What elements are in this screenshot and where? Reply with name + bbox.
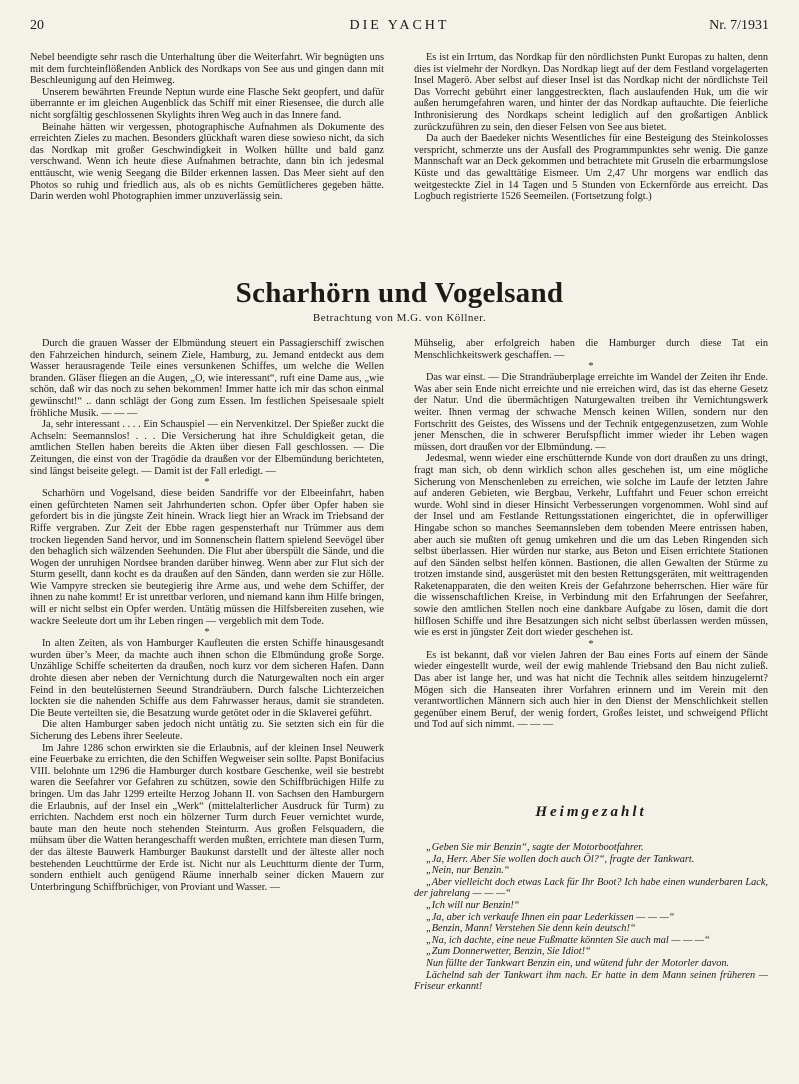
previous-article-right-column	[414, 52, 768, 203]
section-separator: *	[204, 477, 210, 489]
paragraph: Nebel beendigte sehr rasch die Unterhaltung über die Weiterfahrt. Wir begnügten uns mit dem furchteinflößenden Anblick des Nordkaps von See aus und gingen dann mit Beschleunigung auf den Heimweg.	[30, 52, 384, 87]
paragraph: Es ist bekannt, daß vor vielen Jahren der Bau eines Forts auf einem der Sände wieder eingestellt wurde, weil der ewig mahlende Triebsand den Bau nicht zuließ. Das aber ist lange her, und was hat nicht die Technik alles seitdem hinzugelernt? Mögen sich die Hanseaten ihrer Vorfahren erinnern und im Verein mit den verantwortlichen Männern sich auch hier in den Dienst der Menschlichkeit stellen gegenüber einem Beruf, der wenig fordert, Großes leistet, und schweigend Pflicht und Tod auf sich nimmt. — — —	[414, 649, 768, 731]
paragraph: Da auch der Baedeker nichts Wesentliches für eine Besteigung des Steinkolosses verspricht, schmerzte uns der Ausfall des Programmpunktes sehr wenig. Die ganze Mannschaft war an Deck gekommen und betrachtete mit Gruseln die erbarmungslose Küste und das gewalttätige Eismeer. Um 2,47 Uhr morgens war endlich das weitgesteckte Ziel in 14 Tagen und 5 Stunden von Eckernförde aus erreicht. Das Logbuch registrierte 1526 Seemeilen. (Fortsetzung folgt.)	[414, 133, 768, 203]
paragraph: Scharhörn und Vogelsand, diese beiden Sandriffe vor der Elbeeinfahrt, haben einen gefürchteten Namen seit Jahrhunderten schon. Opfer über Opfer haben sie gefordert bis in die jüngste Zeit hinein. Wrack liegt hier an Wrack im Triebsand der Riffe vergraben. Zur Zeit der Ebbe ragen gespensterhaft nur Trümmer aus dem trocken liegenden Sand hervor, und im Sonnenschein flattern spielend Seevögel über den behaglich sich wälzenden Seehunden. Die Flut aber überspült die Sände, und die Wogen der unruhigen Nordsee branden darüber hinweg. Wenn aber zur Flut sich der Sturm gesellt, dann kocht es da draußen auf den Sänden, dann werden sie zur Hölle. Wie Vampyre strecken sie beutegierig ihre Arme aus, und wehe dem Schiffer, der ihnen zu nahe kommt! Er ist unrettbar verloren, und niemand kann ihm Hilfe bringen, will er nicht selbst ein Opfer werden. Untätig müssen die Hilfsbereiten zusehen, wie wackre Seeleute dort um ihr Leben ringen — vergeblich mit dem Tode.	[30, 488, 384, 627]
paragraph: Unserem bewährten Freunde Neptun wurde eine Flasche Sekt geopfert, und dafür überrannte er im gleichen Augenblick das Schiff mit einer Riesensee, die durch alle nicht sorgfältig geschlossenen Skylights ihren Weg auch in das Innere fand.	[30, 86, 384, 121]
dialogue-line: „Geben Sie mir Benzin“, sagte der Motorbootfahrer.	[426, 842, 644, 853]
page-number: 20	[30, 18, 44, 33]
paragraph: Die alten Hamburger saben jedoch nicht untätig zu. Sie setzten sich ein für die Sicherung des Lebens ihrer Seeleute.	[30, 719, 384, 742]
section-separator: *	[588, 361, 594, 373]
anecdote-body	[414, 842, 768, 993]
magazine-title: DIE YACHT	[349, 18, 450, 33]
paragraph: Durch die grauen Wasser der Elbmündung steuert ein Passagierschiff zwischen den Fahrzeichen hindurch, seinem Ziele, Hamburg, zu. Jemand entdeckt aus dem Wasser herausragende Teile eines versunkenen Schiffes, um welche die Wellen branden. Gläser fliegen an die Augen, „O, wie interessant“, ruft eine Dame aus, „wie schön, daß wir das noch zu sehen bekommen! Immer hatte ich mir das schon einmal gewünscht!“ .. dann schlägt der Gong zum Essen. Im festlichen Speisesaale spielt fröhliche Musik. — — —	[30, 338, 384, 419]
dialogue-line: „Nein, nur Benzin.“	[426, 865, 510, 877]
paragraph: In alten Zeiten, als von Hamburger Kaufleuten die ersten Schiffe hinausgesandt wurden über’s Meer, da machte auch ihnen schon die Elbmündung große Sorge. Unzählige Schiffe scheiterten da draußen, noch kurz vor dem sicheren Hafen. Dann drohte diesen aber neben der Vernichtung durch die Naturgewalten noch ein arger Feind in den beutelüsternen Seeund Strandräubern. Durch falsche Lichterzeichen lockten sie die nahenden Schiffe aus dem Fahrwasser heraus, damit sie strandeten. Die Beute verteilten sie, die Besatzung wurde getötet oder in die Sklaverei geführt.	[30, 638, 384, 719]
article-title: Scharhörn und Vogelsand	[235, 277, 564, 309]
previous-article-left-column	[30, 52, 384, 203]
dialogue-line: „Benzin, Mann! Verstehen Sie denn kein deutsch!“	[426, 923, 636, 935]
paragraph: Mühselig, aber erfolgreich haben die Hamburger durch diese Tat ein Menschlichkeitswerk geschaffen. —	[414, 338, 768, 361]
paragraph: Beinahe hätten wir vergessen, photographische Aufnahmen als Dokumente des erreichten Zieles zu machen. Besonders glückhaft waren diese sowieso nicht, da sich das Nordkap mit großer Geschwindigkeit in Wolken hüllte und bald ganz verschwand. Wenn ich heute diese Aufnahmen betrachte, dann bin ich jedesmal enttäuscht, wie wenig Seegang die Bilder erkennen lassen. Das Meer sieht auf den Photos so ruhig und friedlich aus, als ob es nichts Gemütlicheres gegeben hätte. Darin werden wohl Photographien immer unzuverlässig sein.	[30, 121, 384, 203]
paragraph: Es ist ein Irrtum, das Nordkap für den nördlichsten Punkt Europas zu halten, denn dies ist vielmehr der Nordkyn. Das Nordkap liegt auf der dem Festland vorgelagerten Insel Magerö. Aber selbst auf dieser Insel ist das Nordkap nicht der nördlichste Teil Das Vorrecht gebührt einer langgestreckten, flach auslaufenden Huk, um die wir außen herumgefahren waren, und hinter der das Nordkap auftauchte. Die feierliche Inthronisierung des Nordkaps scheint lediglich auf den großartigen Anblick zurückzuführen zu sein, den dieser Felsen von See aus bietet.	[414, 52, 768, 133]
page-header	[30, 18, 769, 38]
section-separator: *	[588, 638, 594, 650]
section-separator: *	[204, 627, 210, 639]
dialogue-line: „Ja, Herr. Aber Sie wollen doch auch Öl?“, fragte der Tankwart.	[426, 853, 695, 865]
dialogue-line: „Ja, aber ich verkaufe Ihnen ein paar Lederkissen — — —“	[426, 911, 675, 923]
paragraph: Jedesmal, wenn wieder eine erschütternde Kunde von dort draußen zu uns dringt, fragt man sich, ob denn wirklich schon alles geschehen ist, um eine mögliche Sicherung von Menschenleben zu erreichen, wie solche im Laufe der letzten Jahre auf anderen Gebieten, wie Bergbau, Verkehr, Luftfahrt und Feuer schon erreicht wurde. Wohl sind in dieser Hinsicht Verbesserungen vorgenommen. Wohl sind auf der Insel und am Festlande Rettungsstationen eingerichtet, die in opferwilliger Hingabe schon so manches Seemannsleben dem tobenden Meere entrissen haben, aber auch sie mußten oft genug umkehren und die um das Leben Ringenden sich selbst überlassen. Hier würden nur starke, aus Beton und Eisen errichtete Stationen auf den Sänden selbst helfen können. Bastionen, die allen Gewalten der Stürme zu trotzen imstande sind, ausgerüstet mit den besten Rettungsgeräten, mit weittragenden Raketenapparaten, die den weiten Kreis der Gefahrzone beherrschen. Hier wäre für die wissenschaftlichen Kreise, in Verbindung mit den Erfahrungen der Seefahrer, sowie den amtlichen Stellen noch eine dankbare Aufgabe zu lösen, damit die dort hilflosen Schiffe und ihre Besatzungen sich nicht selbst überlassen werden müssen, wie es erst in jüngster Zeit dort wieder geschehen ist.	[414, 453, 768, 639]
dialogue-line: „Ich will nur Benzin!“	[426, 899, 520, 911]
anecdote-title: Heimgezahlt	[535, 804, 647, 820]
article-byline: Betrachtung von M.G. von Köllner.	[312, 312, 487, 324]
paragraph: Ja, sehr interessant . . . . Ein Schauspiel — ein Nervenkitzel. Der Spießer zuckt die Achseln: Seemannslos! . . . Die Versicherung hat ihre Schuldigkeit getan, die amtlichen Stellen haben bereits die Akten über diesen Fall geschlossen. — Die Zeitungen, die einst von der Tragödie da draußen vor der Elbemündung berichteten, sind längst beiseite gelegt. — Damit ist der Fall erledigt. —	[30, 419, 384, 477]
dialogue-line: „Zum Donnerwetter, Benzin, Sie Idiot!“	[426, 946, 591, 958]
article-left-column	[30, 338, 384, 893]
paragraph: Im Jahre 1286 schon erwirkten sie die Erlaubnis, auf der kleinen Insel Neuwerk eine Feuerbake zu errichten, die den Schiffen Wegweiser sein sollte. Papst Bonifacius VIII. belohnte um 1296 die Hamburger durch kostbare Geschenke, weil sie bestrebt waren die Seefahrer vor Gefahren zu schützen, sowie den Schiffbrüchigen Hilfe zu bringen. Um das Jahr 1299 erteilte Herzog Johann II. von Sachsen den Hamburgern die Erlaubnis, auf der Insel ein „Werk“ (mittelalterlicher Ausdruck für Turm) zu errichten. Nachdem erst noch ein hölzerner Turm durch Feuer vernichtet wurde, baute man den heute noch stehenden Steinturm. Aus großen Felsquadern, die mühsam über die Watten herangeschafft werden mußten, errichtete man diesen Turm, der das älteste Bauwerk Hamburger Baukunst darstellt und der älteste aller noch bestehenden Leuchttürme der Erde ist. Nicht nur als Leuchtturm diente der Turm, sondern enthielt auch genügend Räume innerhalb seiner dicken Mauern zur Unterbringung Schiffbrüchiger, von Proviant und Wasser. —	[30, 742, 384, 893]
dialogue-line: Lächelnd sah der Tankwart ihm nach. Er hatte in dem Mann seinen früheren — Friseur erkannt!	[414, 969, 768, 993]
issue-number: Nr. 7/1931	[709, 18, 769, 33]
article-right-column	[414, 338, 768, 731]
dialogue-line: Nun füllte der Tankwart Benzin ein, und wütend fuhr der Motorler davon.	[426, 957, 730, 969]
dialogue-line: „Aber vielleicht doch etwas Lack für Ihr Boot? Ich habe einen wunderbaren Lack, der jahrelang — — —“	[414, 876, 768, 900]
dialogue-line: „Na, ich dachte, eine neue Fußmatte könnten Sie auch mal — — —“	[426, 934, 710, 946]
paragraph: Das war einst. — Die Strandräuberplage erreichte im Wandel der Zeiten ihr Ende. Was aber sein Ende nicht erreichte und nie erreichen wird, das ist das eherne Gesetz der Natur. Und die übermächtigen Naturgewalten treiben ihr Vernichtungswerk weiter. Ihnen vermag der schwache Mensch keinen Willen, sondern nur den Fortschritt des Geistes, des Wissens und der Technik entgegenzusetzen, zum Wohle jener Menschen, die in schwerer Berufspflicht immer wieder ihr Leben wagen müssen, dort draußen vor der Elbmündung. —	[414, 372, 768, 453]
